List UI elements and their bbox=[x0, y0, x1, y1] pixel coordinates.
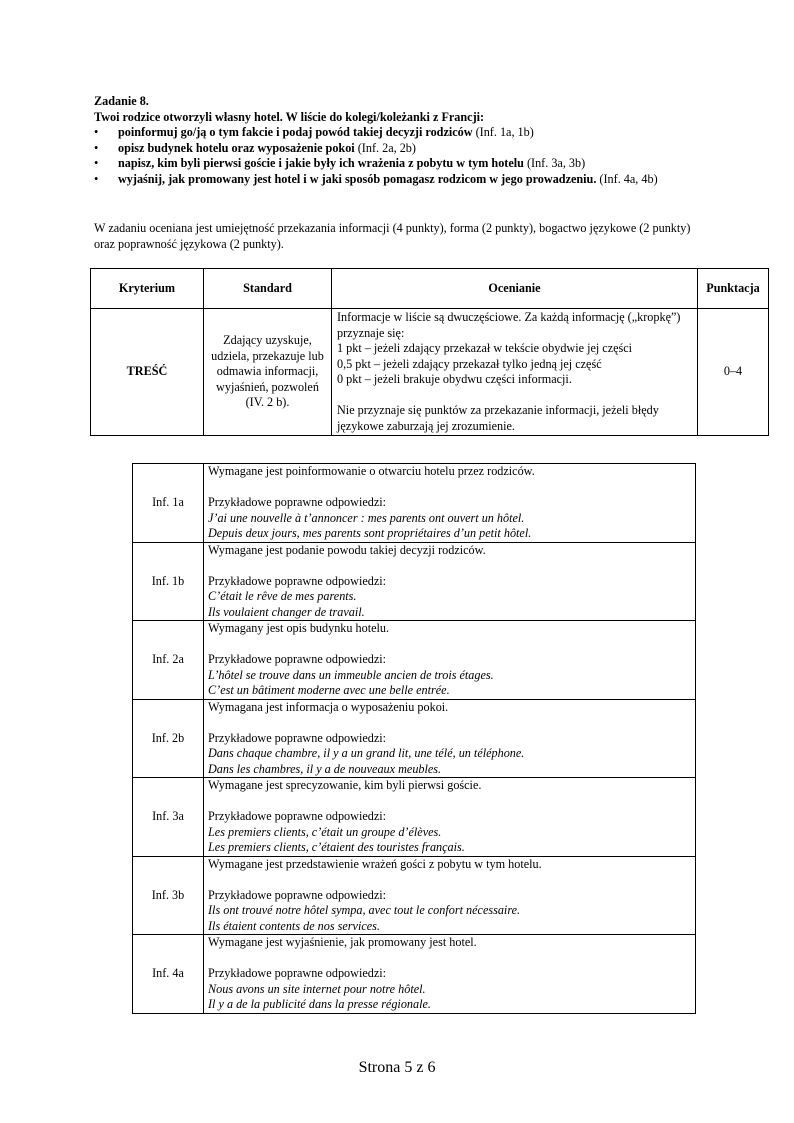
task-bullet bbox=[94, 125, 714, 141]
info-requirement: Wymagane jest przedstawienie wrażeń gości z pobytu w tym hotelu. bbox=[208, 856, 542, 871]
example-answer: J’ai une nouvelle à t’annoncer : mes parents ont ouvert un hôtel. bbox=[208, 510, 525, 525]
info-body bbox=[204, 699, 696, 778]
criteria-row bbox=[91, 309, 769, 436]
info-requirement: Wymagane jest sprecyzowanie, kim byli pierwsi goście. bbox=[208, 778, 482, 792]
bullet-dot-icon: • bbox=[94, 171, 99, 186]
bullet-dot-icon: • bbox=[94, 140, 99, 155]
example-answer: Dans chaque chambre, il y a un grand lit, une télé, un téléphone. bbox=[208, 746, 525, 760]
points-cell: 0–4 bbox=[698, 309, 769, 436]
info-body bbox=[204, 542, 696, 621]
info-requirement: Wymagane jest wyjaśnienie, jak promowany jest hotel. bbox=[208, 935, 477, 949]
info-label: Inf. 2a bbox=[133, 621, 204, 700]
grading-line: 1 pkt – jeżeli zdający przekazał w tekście obydwie jej części bbox=[337, 341, 633, 355]
example-answer: Ils étaient contents de nos services. bbox=[208, 918, 380, 933]
info-row bbox=[133, 856, 696, 935]
example-answer: Dans les chambres, il y a de nouveaux meubles. bbox=[208, 761, 442, 776]
info-body bbox=[204, 935, 696, 1014]
task-intro: Twoi rodzice otworzyli własny hotel. W liście do kolegi/koleżanki z Francji: bbox=[94, 109, 485, 124]
info-table bbox=[132, 463, 696, 1014]
page-number: Strona 5 z 6 bbox=[358, 1059, 436, 1076]
bullet-bold-text: wyjaśnij, jak promowany jest hotel i w jaki sposób pomagasz rodzicom w jego prowadzeniu. bbox=[118, 171, 597, 186]
header-criterion: Kryterium bbox=[91, 269, 204, 309]
info-label: Inf. 1b bbox=[133, 542, 204, 621]
info-row bbox=[133, 542, 696, 621]
example-answer: Nous avons un site internet pour notre hôtel. bbox=[208, 981, 426, 996]
info-label: Inf. 3a bbox=[133, 778, 204, 857]
criterion-cell: TREŚĆ bbox=[91, 309, 204, 436]
examples-label: Przykładowe poprawne odpowiedzi: bbox=[208, 809, 387, 823]
info-row bbox=[133, 935, 696, 1014]
info-row bbox=[133, 699, 696, 778]
examples-label: Przykładowe poprawne odpowiedzi: bbox=[208, 652, 387, 666]
info-requirement: Wymagane jest podanie powodu takiej decyzji rodziców. bbox=[208, 542, 486, 557]
info-body bbox=[204, 856, 696, 935]
info-body bbox=[204, 778, 696, 857]
example-answer: Les premiers clients, c’était un groupe d’élèves. bbox=[208, 824, 442, 839]
info-row bbox=[133, 778, 696, 857]
criteria-header-row bbox=[91, 269, 769, 309]
bullet-dot-icon: • bbox=[94, 125, 99, 139]
task-bullet bbox=[94, 172, 714, 188]
example-answer: Les premiers clients, c’étaient des touristes français. bbox=[208, 840, 465, 854]
info-requirement: Wymagane jest poinformowanie o otwarciu hotelu przez rodziców. bbox=[208, 464, 535, 478]
info-body bbox=[204, 464, 696, 543]
info-label: Inf. 2b bbox=[133, 699, 204, 778]
examples-label: Przykładowe poprawne odpowiedzi: bbox=[208, 730, 387, 745]
examples-label: Przykładowe poprawne odpowiedzi: bbox=[208, 573, 387, 588]
info-row bbox=[133, 464, 696, 543]
task-title: Zadanie 8. bbox=[94, 94, 149, 108]
task-bullet bbox=[94, 156, 714, 172]
example-answer: Depuis deux jours, mes parents sont propriétaires d’un petit hôtel. bbox=[208, 526, 532, 540]
example-answer: Il y a de la publicité dans la presse régionale. bbox=[208, 997, 431, 1011]
grading-line: Informacje w liście są dwuczęściowe. Za każdą informację („kropkę”) przyznaje się: bbox=[337, 310, 681, 340]
grading-note: Nie przyznaje się punktów za przekazanie informacji, jeżeli błędy językowe zaburzają jej zrozumienie. bbox=[337, 403, 659, 433]
info-label: Inf. 4a bbox=[133, 935, 204, 1014]
header-standard: Standard bbox=[204, 269, 332, 309]
example-answer: C’était le rêve de mes parents. bbox=[208, 589, 357, 603]
grading-line: 0,5 pkt – jeżeli zdający przekazał tylko jedną jej część bbox=[337, 356, 602, 371]
bullet-ref-text: (Inf. 3a, 3b) bbox=[523, 156, 586, 170]
bullet-bold-text: napisz, kim byli pierwsi goście i jakie były ich wrażenia z pobytu w tym hotelu bbox=[118, 156, 524, 170]
bullet-bold-text: opisz budynek hotelu oraz wyposażenie pokoi bbox=[118, 140, 355, 155]
info-label: Inf. 1a bbox=[133, 464, 204, 543]
assessment-text: W zadaniu oceniana jest umiejętność przekazania informacji (4 punkty), forma (2 punkty), bogactwo językowe (2 punkty) oraz poprawność językowa (2 punkty). bbox=[94, 221, 691, 251]
example-answer: Ils ont trouvé notre hôtel sympa, avec tout le confort nécessaire. bbox=[208, 903, 521, 917]
criteria-table bbox=[90, 268, 769, 436]
header-points: Punktacja bbox=[698, 269, 769, 309]
task-bullets bbox=[94, 125, 714, 187]
bullet-ref-text: (Inf. 1a, 1b) bbox=[472, 125, 534, 139]
header-grading: Ocenianie bbox=[332, 269, 698, 309]
info-row bbox=[133, 621, 696, 700]
standard-cell: Zdający uzyskuje, udziela, przekazuje lub odmawia informacji, wyjaśnień, pozwoleń (IV. 2 b). bbox=[204, 309, 332, 436]
bullet-dot-icon: • bbox=[94, 156, 99, 170]
examples-label: Przykładowe poprawne odpowiedzi: bbox=[208, 966, 387, 980]
example-answer: C’est un bâtiment moderne avec une belle entrée. bbox=[208, 683, 450, 697]
info-requirement: Wymagany jest opis budynku hotelu. bbox=[208, 621, 390, 635]
bullet-ref-text: (Inf. 4a, 4b) bbox=[596, 171, 658, 186]
bullet-ref-text: (Inf. 2a, 2b) bbox=[354, 140, 416, 155]
examples-label: Przykładowe poprawne odpowiedzi: bbox=[208, 495, 387, 509]
info-requirement: Wymagana jest informacja o wyposażeniu pokoi. bbox=[208, 699, 449, 714]
examples-label: Przykładowe poprawne odpowiedzi: bbox=[208, 887, 387, 902]
task-bullet bbox=[94, 141, 714, 157]
bullet-bold-text: poinformuj go/ją o tym fakcie i podaj powód takiej decyzji rodziców bbox=[118, 125, 473, 139]
info-label: Inf. 3b bbox=[133, 856, 204, 935]
grading-cell bbox=[332, 309, 698, 436]
example-answer: L’hôtel se trouve dans un immeuble ancien de trois étages. bbox=[208, 667, 494, 682]
task-section bbox=[94, 94, 714, 187]
example-answer: Ils voulaient changer de travail. bbox=[208, 604, 365, 619]
info-body bbox=[204, 621, 696, 700]
grading-line: 0 pkt – jeżeli brakuje obydwu części informacji. bbox=[337, 372, 572, 386]
